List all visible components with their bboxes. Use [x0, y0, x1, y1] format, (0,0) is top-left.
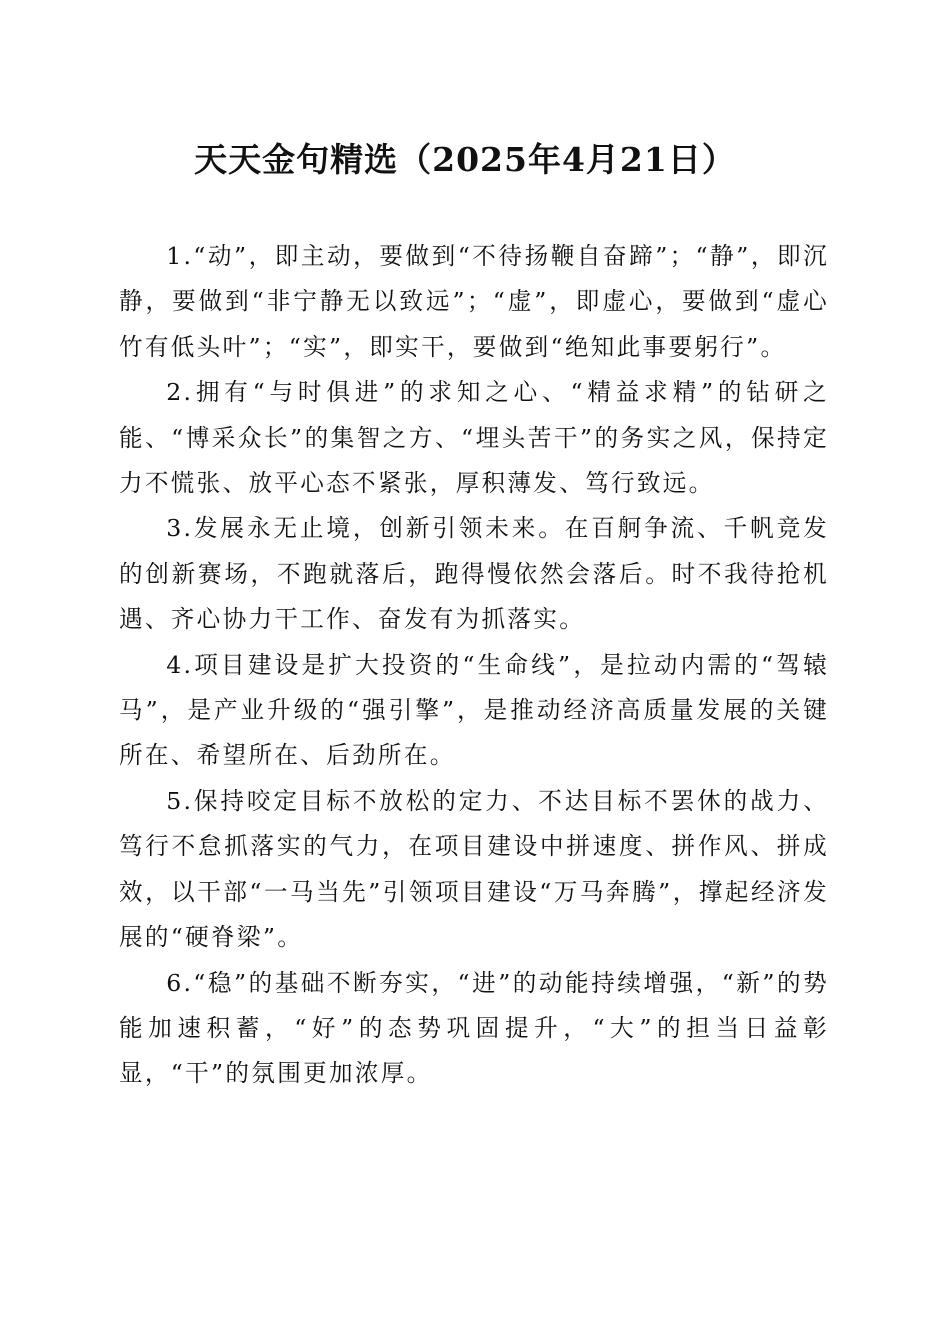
- paragraph-1: 1.“动”，即主动，要做到“不待扬鞭自奋蹄”；“静”，即沉静，要做到“非宁静无以致远”；“虚”，即虚心，要做到“虚心竹有低头叶”；“实”，即实干，要做到“绝知此事要躬行”。: [119, 242, 829, 361]
- document-title: 天天金句精选（2025年4月21日）: [194, 140, 736, 179]
- paragraph-4: 4.项目建设是扩大投资的“生命线”，是拉动内需的“驾辕马”，是产业升级的“强引擎”，是推动经济高质量发展的关键所在、希望所在、后劲所在。: [119, 650, 829, 770]
- paragraph-2: 2.拥有“与时俱进”的求知之心、“精益求精”的钻研之能、“博采众长”的集智之方、“埋头苦干”的务实之风，保持定力不慌张、放平心态不紧张，厚积薄发、笃行致远。: [119, 378, 829, 498]
- paragraph-5: 5.保持咬定目标不放松的定力、不达目标不罢休的战力、笃行不怠抓落实的气力，在项目建设中拼速度、拼作风、拼成效，以干部“一马当先”引领项目建设“万马奔腾”，撑起经济发展的“硬脊梁”。: [119, 786, 829, 952]
- paragraph-3: 3.发展永无止境，创新引领未来。在百舸争流、千帆竞发的创新赛场，不跑就落后，跑得慢依然会落后。时不我待抢机遇、齐心协力干工作、奋发有为抓落实。: [119, 514, 829, 634]
- document-body: [119, 234, 829, 1097]
- paragraph-6: 6.“稳”的基础不断夯实，“进”的动能持续增强，“新”的势能加速积蓄，“好”的态势巩固提升，“大”的担当日益彰显，“干”的氛围更加浓厚。: [119, 968, 829, 1088]
